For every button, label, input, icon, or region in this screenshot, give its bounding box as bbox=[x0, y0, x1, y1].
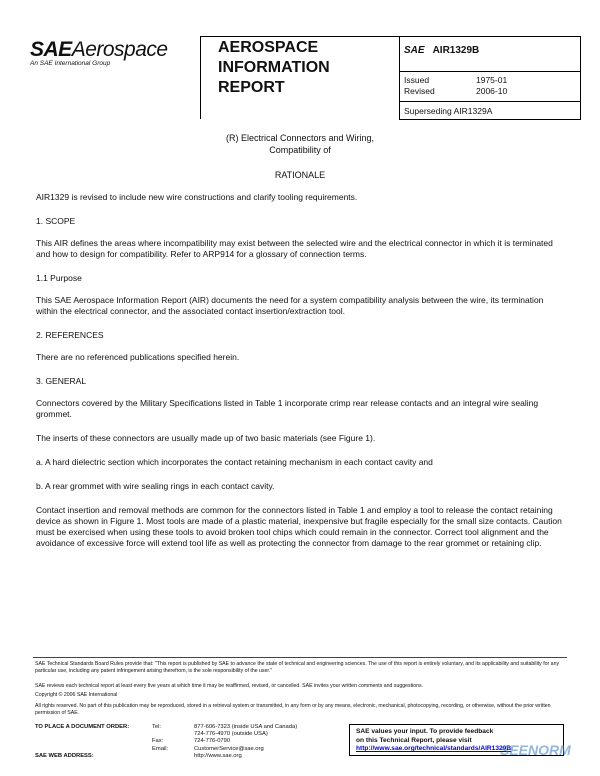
logo-sae-text: SAE bbox=[30, 38, 72, 61]
fax-number: 724-776-0790 bbox=[194, 738, 231, 745]
section-2-heading: 2. REFERENCES bbox=[36, 330, 104, 340]
doc-prefix: SAE bbox=[404, 45, 425, 56]
dates-row bbox=[400, 71, 580, 102]
document-info-box bbox=[399, 36, 581, 120]
watermark-logo: SEENORM bbox=[500, 742, 571, 758]
section-3-paragraph-1: Connectors covered by the Military Specifications listed in Table 1 incorporate crimp rear release contacts and an integral wire sealing grommet. bbox=[36, 398, 539, 419]
feedback-line-2: on this Technical Report, please visit bbox=[356, 736, 472, 744]
issued-label: Issued bbox=[404, 75, 430, 85]
web-label: SAE WEB ADDRESS: bbox=[35, 752, 94, 759]
section-3-paragraph-2: The inserts of these connectors are usually made up of two basic materials (see Figure 1). bbox=[36, 433, 376, 443]
revised-value: 2006-10 bbox=[476, 86, 508, 96]
section-1-heading: 1. SCOPE bbox=[36, 216, 76, 226]
doc-number bbox=[404, 45, 479, 56]
doc-number-row bbox=[400, 37, 580, 72]
section-1-text: This AIR defines the areas where incompatibility may exist between the selected wire and the electrical connector in which it is terminated and how to design for compatibility. Refer to ARP914 for a glossary of connection terms. bbox=[36, 238, 553, 259]
rationale-text: AIR1329 is revised to include new wire constructions and clarify tooling requirements. bbox=[36, 192, 358, 202]
footer-review: SAE reviews each technical report at least every five years at which time it may be reaffirmed, revised, or cancelled. SAE invites your written comments and suggestions. bbox=[35, 683, 423, 689]
footer-divider bbox=[33, 657, 567, 658]
fax-label: Fax: bbox=[152, 738, 164, 745]
document-type-title bbox=[218, 38, 330, 98]
footer-rights: All rights reserved. No part of this publication may be reproduced, stored in a retrieval system or transmitted, in any form or by any means, electronic, mechanical, photocopying, recording, or otherwise, without the prior written permission of SAE. bbox=[35, 703, 551, 716]
superseding-text: Superseding AIR1329A bbox=[404, 106, 493, 116]
section-2-text: There are no referenced publications specified herein. bbox=[36, 352, 240, 362]
document-subtitle bbox=[200, 132, 400, 156]
tel-1: 877-606-7323 (inside USA and Canada) bbox=[194, 724, 298, 730]
revised-label: Revised bbox=[404, 86, 435, 96]
order-label: TO PLACE A DOCUMENT ORDER: bbox=[35, 724, 130, 730]
rationale-heading: RATIONALE bbox=[274, 170, 326, 180]
web-address[interactable]: http://www.sae.org bbox=[194, 752, 242, 759]
section-3-item-a: a. A hard dielectric section which incorporates the contact retaining mechanism in each contact cavity and bbox=[36, 457, 433, 467]
subtitle-line-1: (R) Electrical Connectors and Wiring, bbox=[225, 133, 375, 143]
section-1-1-text: This SAE Aerospace Information Report (AIR) documents the need for a system compatibility analysis between the wire, its termination within the electrical connector, and the associated contact insertion/extraction tool. bbox=[36, 295, 544, 316]
email-label: Email: bbox=[152, 745, 169, 752]
sae-aerospace-logo bbox=[30, 38, 168, 62]
footer-copyright: Copyright © 2006 SAE International bbox=[35, 692, 118, 698]
doc-number-value: AIR1329B bbox=[432, 45, 480, 56]
title-line-2: INFORMATION bbox=[218, 59, 330, 76]
tel-2: 724-776-4970 (outside USA) bbox=[194, 731, 268, 738]
section-3-paragraph-3: Contact insertion and removal methods are common for the connectors listed in Table 1 and employ a tool to release the contact retaining device as shown in Figure 1. Most tools are made of a plastic material, inexpensive but fragile especially for the small size contacts. Caution must be exercised when using these tools to avoid broken tool chips which could remain in the connector. Correct tool alignment and the avoidance of excessive force will extend tool life as well as protecting the connector from damage to the rear grommet or retaining clip. bbox=[36, 505, 562, 548]
logo-aerospace-text: Aerospace bbox=[71, 38, 168, 61]
order-contact-block bbox=[35, 724, 297, 760]
section-1-1-heading: 1.1 Purpose bbox=[36, 273, 82, 283]
title-line-3: REPORT bbox=[218, 79, 285, 96]
email-address[interactable]: CustomerService@sae.org bbox=[194, 745, 264, 752]
section-3-heading: 3. GENERAL bbox=[36, 376, 87, 386]
section-3-item-b: b. A rear grommet with wire sealing rings in each contact cavity. bbox=[36, 481, 275, 491]
logo-subtitle: An SAE International Group bbox=[30, 60, 111, 67]
subtitle-line-2: Compatibility of bbox=[269, 145, 331, 155]
title-line-1: AEROSPACE bbox=[218, 39, 319, 56]
issued-value: 1975-01 bbox=[476, 75, 508, 85]
tel-label: Tel: bbox=[152, 724, 162, 730]
footer-rules: SAE Technical Standards Board Rules provide that: "This report is published by SAE to advance the state of technical and engineering sciences. The use of this report is entirely voluntary, and its applicability and suitability for any particular use, including any patent infringement arising therefrom, is the sole responsibility of the user." bbox=[35, 661, 560, 674]
feedback-link[interactable]: http://www.sae.org/technical/standards/AIR1329B bbox=[356, 745, 512, 752]
feedback-line-1: SAE values your input. To provide feedback bbox=[356, 728, 494, 735]
